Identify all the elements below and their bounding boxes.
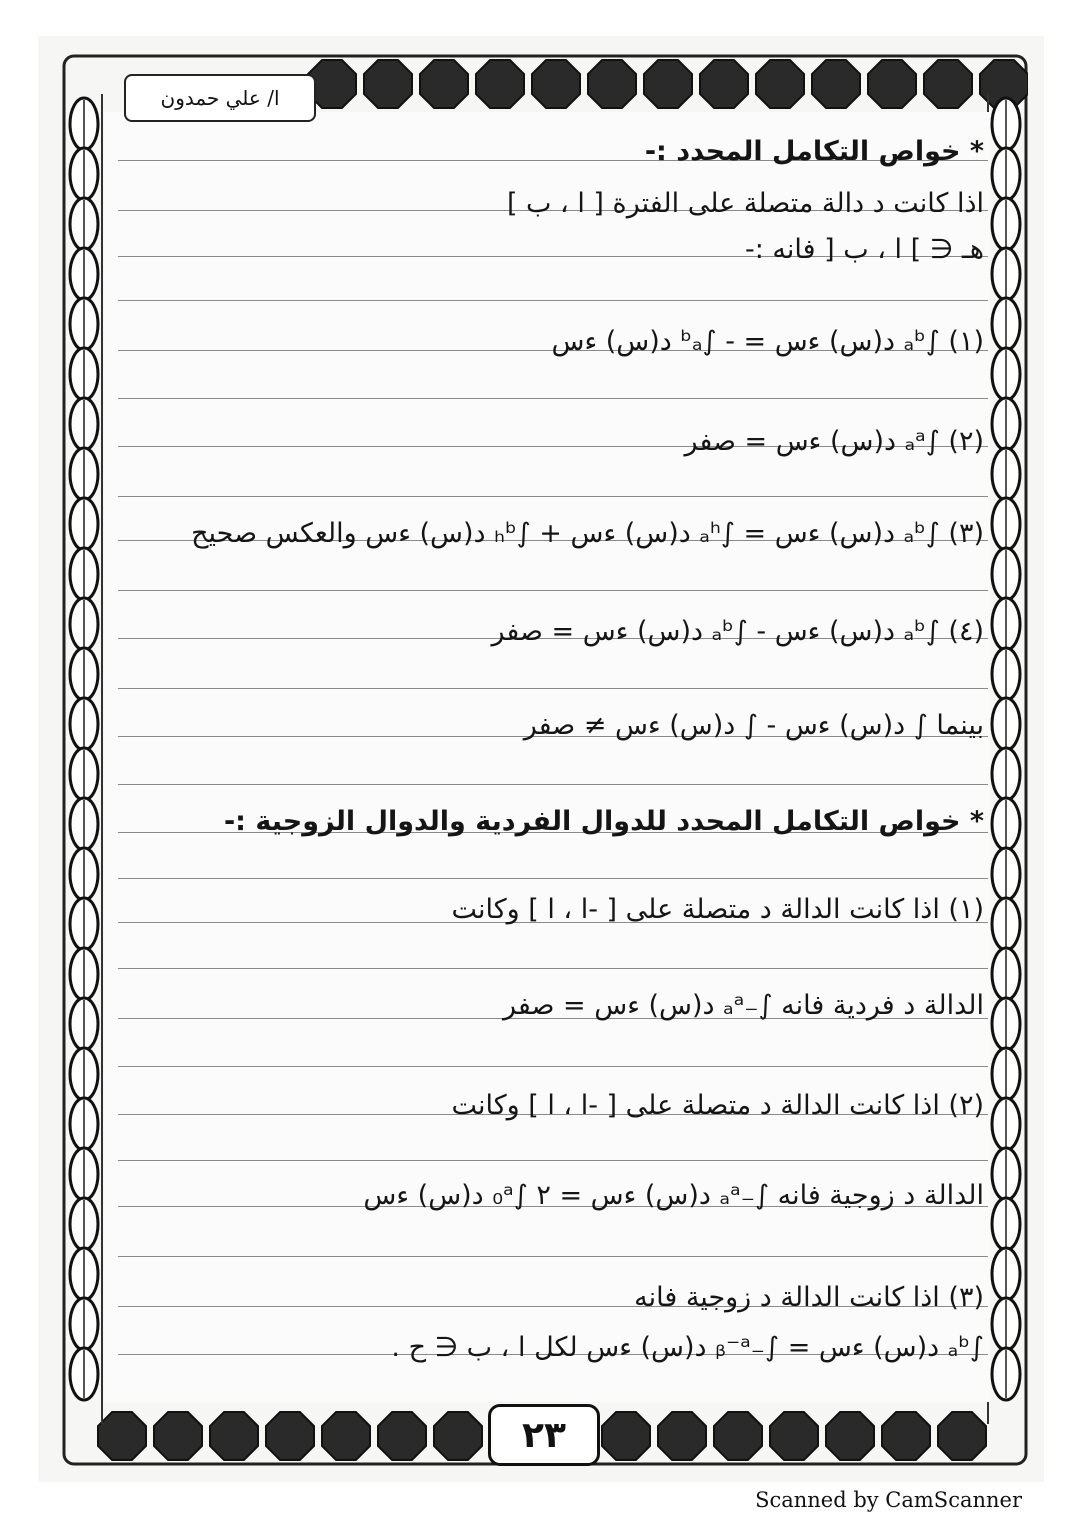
even-function-property-3: (٣) اذا كانت الدالة د زوجية فانه (634, 1282, 984, 1313)
rule-line (118, 1160, 988, 1161)
even-function-condition: (٢) اذا كانت الدالة د متصلة على [ -ا ، ا ] وكانت (451, 1090, 984, 1121)
rule-line (118, 496, 988, 497)
rule-line (118, 398, 988, 399)
heading-definite-integral-properties: * خواص التكامل المحدد :- (644, 136, 984, 167)
condition-line: هـ ∈ ] ا ، ب [ فانه :- (745, 234, 984, 265)
heading-odd-even-functions: * خواص التكامل المحدد للدوال الفردية والدوال الزوجية :- (223, 806, 984, 837)
note-line: بينما ∫ د(س) ءس - ∫ د(س) ءس ≠ صفر (523, 710, 984, 741)
even-function-result: الدالة د زوجية فانه ∫₋ₐᵃ د(س) ءس = ٢ ∫₀ᵃ د(س) ءس (363, 1180, 984, 1211)
page-number: ٢٣ (488, 1404, 600, 1466)
rule-line (118, 1256, 988, 1257)
property-4: (٤) ∫ₐᵇ د(س) ءس - ∫ₐᵇ د(س) ءس = صفر (491, 616, 984, 647)
condition-line: اذا كانت د دالة متصلة على الفترة [ ا ، ب ] (506, 188, 984, 219)
even-function-property-3-formula: ∫ₐᵇ د(س) ءس = ∫₋ᵦ⁻ᵃ د(س) ءس لكل ا ، ب ∈ ح . (391, 1332, 984, 1363)
author-label: ا/ علي حمدون (124, 74, 316, 122)
rule-line (118, 688, 988, 689)
property-2: (٢) ∫ₐᵃ د(س) ءس = صفر (684, 426, 984, 457)
rule-line (118, 300, 988, 301)
rule-line (118, 1066, 988, 1067)
property-1: (١) ∫ₐᵇ د(س) ءس = - ∫ᵇₐ د(س) ءس (551, 326, 984, 357)
property-3: (٣) ∫ₐᵇ د(س) ءس = ∫ₐʰ د(س) ءس + ∫ₕᵇ د(س) ءس والعكس صحيح (191, 518, 984, 549)
odd-function-condition: (١) اذا كانت الدالة د متصلة على [ -ا ، ا ] وكانت (451, 894, 984, 925)
rule-line (118, 590, 988, 591)
rule-line (118, 878, 988, 879)
rule-line (118, 784, 988, 785)
odd-function-result: الدالة د فردية فانه ∫₋ₐᵃ د(س) ءس = صفر (502, 990, 984, 1021)
rule-line (118, 968, 988, 969)
scanner-watermark: Scanned by CamScanner (755, 1488, 1022, 1512)
